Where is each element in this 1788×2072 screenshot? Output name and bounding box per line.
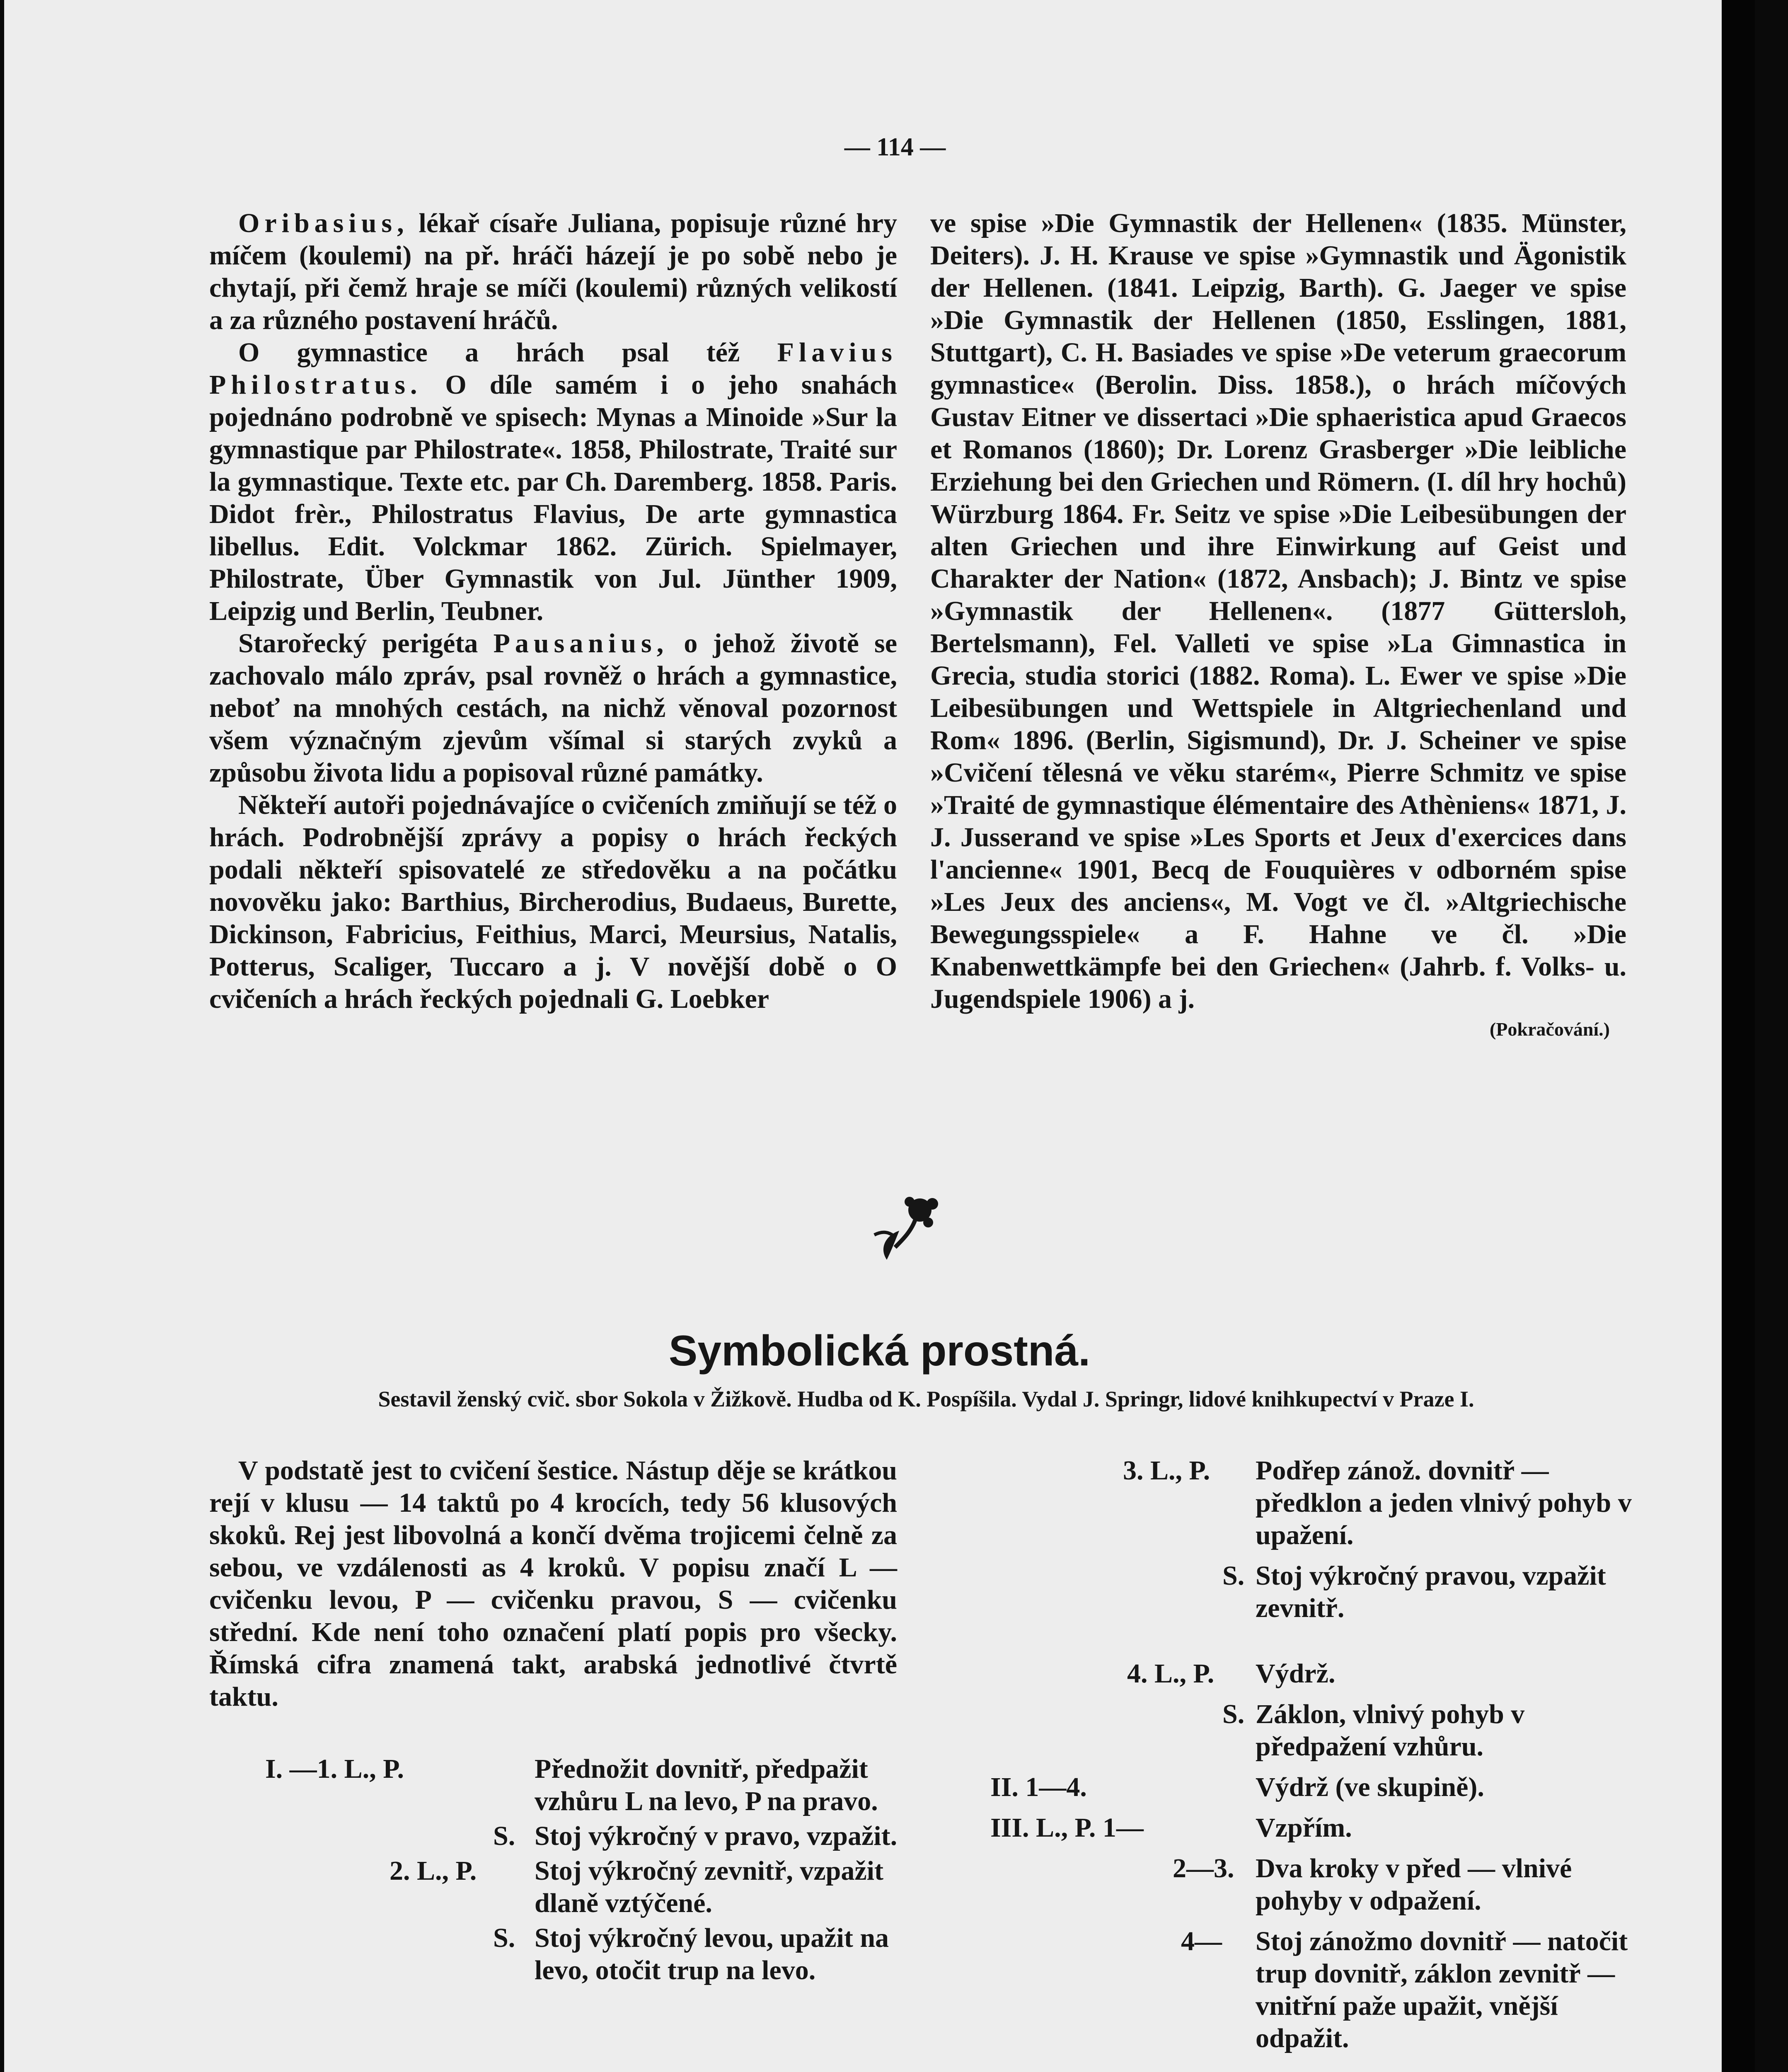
step-item	[990, 1925, 1637, 2055]
step-text: Stoj výkročný v pravo, vzpažit.	[535, 1821, 898, 1851]
step-label: 2—3.	[1173, 1853, 1234, 1883]
intro-column	[209, 1455, 897, 1713]
step-item	[265, 1753, 903, 1818]
right-column	[930, 207, 1626, 1042]
step-label: II. 1—4.	[990, 1772, 1087, 1802]
step-text: Záklon, vlnivý pohyb v předpažení vzhůru.	[1256, 1699, 1525, 1762]
page-number: — 114 —	[844, 133, 946, 161]
step-label: S.	[493, 1923, 515, 1953]
step-label: I. —1. L., P.	[265, 1754, 404, 1784]
name-philostratus: Flavius Philostratus.	[209, 337, 897, 400]
paragraph-lead: O gymnastice a hrách psal též	[238, 337, 777, 368]
step-label: 4. L., P.	[1127, 1658, 1215, 1689]
paragraph-lead: Starořecký perigéta	[238, 628, 494, 658]
step-label: S.	[1222, 1561, 1245, 1591]
paragraph	[209, 789, 897, 1015]
step-label: III. L., P. 1—	[990, 1813, 1144, 1843]
paragraph	[209, 1455, 897, 1713]
step-item	[990, 1698, 1637, 1763]
step-text: Výdrž.	[1256, 1658, 1336, 1689]
step-label: 4—	[1181, 1926, 1222, 1956]
paragraph-text: O díle samém i o jeho snahách pojednáno podrobně ve spisech: Mynas a Minoide »Sur la gymnastique par Philostrate«. 1858, Philostrate, Traité sur la gymnastique. Texte etc. par Ch. Daremberg. 1858. Paris. Didot frèr., Philostratus Flavius, De arte gymnastica libellus. Edit. Volckmar 1862. Zürich. Spielmayer, Philostrate, Über Gymnastik von Jul. Jünther 1909, Leipzig und Berlin, Teubner.	[209, 370, 897, 626]
paragraph-text: ve spise »Die Gymnastik der Hellenen« (1835. Münster, Deiters). J. H. Krause ve spise »Gymnastik und Ägonistik der Hellenen. (1841. Leipzig, Barth). G. Jaeger ve spise »Die Gymnastik der Hellenen (1850, Esslingen, 1881, Stuttgart), C. H. Basiades ve spise »De veterum graecorum gymnastice« (Berolin. Diss. 1858.), o hrách míčových Gustav Eitner ve dissertaci »Die sphaeristica apud Graecos et Romanos (1860); Dr. Lorenz Grasberger »Die leibliche Erziehung bei den Griechen und Römern. (I. díl hry hochů) Würzburg 1864. Fr. Seitz ve spise »Die Leibesübungen der alten Griechen und ihre Einwirkung auf Geist und Charakter der Nation« (1872, Ansbach); J. Bintz ve spise »Gymnastik der Hellenen«. (1877 Güttersloh, Bertelsmann), Fel. Valleti ve spise »La Gimnastica in Grecia, studia storici (1882. Roma). L. Ewer ve spise »Die Leibesübungen und Wettspiele in Altgriechenland und Rom« 1896. (Berlin, Sigismund), Dr. J. Scheiner ve spise »Cvičení tělesná ve věku starém«, Pierre Schmitz ve spise »Traité de gymnastique élémentaire des Athèniens« 1871, J. J. Jusserand ve spise »Les Sports et Jeux d'exercices dans l'ancienne« 1901, Becq de Fouquières v odborném spise »Les Jeux des anciens«, M. Vogt ve čl. »Altgriechische Bewegungsspiele« a F. Hahne ve čl. »Die Knabenwettkämpfe bei den Griechen« (Jahrb. f. Volks- u. Jugendspiele 1906) a j.	[930, 208, 1626, 1014]
step-text: Podřep zánož. dovnitř — předklon a jeden vlnivý pohyb v upažení.	[1256, 1455, 1632, 1550]
paragraph	[209, 336, 897, 627]
scan-edge	[1722, 0, 1755, 2072]
intro-text: V podstatě jest to cvičení šestice. Nástup děje se krátkou rejí v klusu — 14 taktů po 4 krocích, tedy 56 klusových skoků. Rej jest libovolná a končí dvěma trojicemi čelně za sebou, ve vzdálenosti as 4 kroků. V popisu značí L — cvičenku levou, P — cvičenku pravou, S — cvičenku střední. Kde není toho označení platí popis pro všecky. Římská cifra znamená takt, arabská jednotlivé čtvrtě taktu.	[209, 1455, 897, 1712]
step-item	[990, 1455, 1637, 1552]
left-steps	[265, 1753, 903, 1987]
step-item	[990, 1771, 1637, 1803]
step-label: S.	[493, 1821, 515, 1851]
document-page	[4, 0, 1755, 2072]
step-item	[265, 1922, 903, 1987]
step-item	[990, 1852, 1637, 1917]
step-label: 2. L., P.	[390, 1856, 477, 1886]
step-text: Dva kroky v před — vlnivé pohyby v odpažení.	[1256, 1853, 1572, 1916]
step-text: Přednožit dovnitř, předpažit vzhůru L na levo, P na pravo.	[535, 1754, 878, 1816]
step-text: Stoj výkročný levou, upažit na levo, otočit trup na levo.	[535, 1923, 889, 1985]
paragraph	[930, 207, 1626, 1015]
name-oribasius: Oribasius,	[238, 208, 409, 238]
right-steps	[990, 1455, 1637, 2055]
paragraph	[209, 207, 897, 336]
step-item	[990, 1560, 1637, 1624]
flower-ornament-icon	[870, 1185, 945, 1268]
step-text: Vzpřím.	[1256, 1813, 1352, 1843]
step-item	[265, 1855, 903, 1920]
step-text: Stoj výkročný pravou, vzpažit zevnitř.	[1256, 1561, 1606, 1623]
step-label: S.	[1222, 1699, 1245, 1729]
paragraph	[209, 627, 897, 789]
step-label: 3. L., P.	[1123, 1455, 1210, 1486]
section-title: Symbolická prostná.	[668, 1327, 1091, 1375]
name-pausanius: Pausanius,	[493, 628, 669, 658]
paragraph-text: lékař císaře Juliana, popisuje různé hry míčem (koulemi) na př. hráči házejí je po sobě nebo je chytají, při čemž hraje se míči (koulemi) různých velikostí a za různého postavení hráčů.	[209, 208, 897, 335]
step-item	[990, 1658, 1637, 1690]
step-text: Stoj zánožmo dovnitř — natočit trup dovnitř, záklon zevnitř — vnitřní paže upažit, vnější odpažit.	[1256, 1926, 1628, 2053]
step-item	[990, 1812, 1637, 1844]
paragraph-text: o jehož životě se zachovalo málo zpráv, psal rovněž o hrách a gymnastice, neboť na mnohých cestách, na nichž věnoval pozornost všem význačným zjevům všímal si starých zvyků a způsobu života lidu a popisoval různé památky.	[209, 628, 898, 788]
left-column	[209, 207, 897, 1015]
continued-note: (Pokračování.)	[1489, 1019, 1610, 1040]
step-text: Výdrž (ve skupině).	[1256, 1772, 1484, 1802]
paragraph-text: Někteří autoři pojednávajíce o cvičeních zmiňují se též o hrách. Podrobnější zprávy a popisy o hrách řeckých podali někteří spisovatelé ze středověku a na počátku novověku jako: Barthius, Bircherodius, Budaeus, Burette, Dickinson, Fabricius, Feithius, Marci, Meursius, Natalis, Potterus, Scaliger, Tuccaro a j. V novější době o O cvičeních a hrách řeckých pojednali G. Loebker	[209, 790, 897, 1014]
step-text: Stoj výkročný zevnitř, vzpažit dlaně vztýčené.	[535, 1856, 883, 1918]
section-subtitle: Sestavil ženský cvič. sbor Sokola v Žižkově. Hudba od K. Pospíšila. Vydal J. Springr, lidové knihkupectví v Praze I.	[378, 1387, 1474, 1411]
step-item	[265, 1820, 903, 1852]
